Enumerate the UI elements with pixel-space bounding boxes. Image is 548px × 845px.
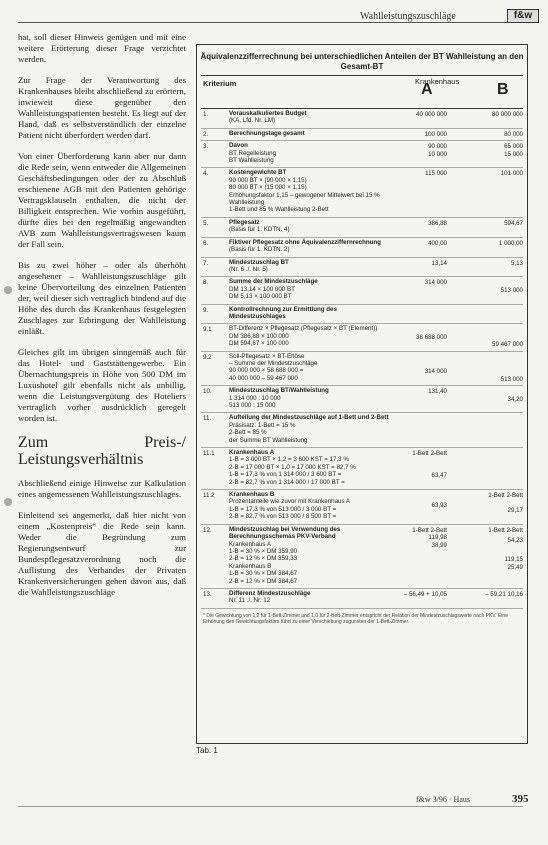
column-criterion: Kriterium [203, 79, 237, 88]
footer-rule [18, 806, 523, 807]
value-b: – 59,21 10,16 [485, 590, 523, 598]
header-rule [18, 22, 523, 23]
row-criterion [229, 142, 389, 164]
row-number: 8. [203, 279, 209, 287]
row-number: 9.2 [203, 353, 212, 361]
table-row [201, 141, 523, 168]
punch-hole [4, 286, 12, 294]
table-footnote: * Die Gewichtung von 1,2 für 1-Bett-Zimmer und 1,0 für 2-Bett-Zimmer entspricht der Relation der Mindestzuschlagswerte nach PKV. Eine Erhöhung des Gewichtungsfaktors führt zu einer Verschiebung zugunsten der 1-Bett-Zimmer. [203, 612, 508, 625]
paragraph: Zur Frage der Verantwortung des Krankenhauses bleibt abschließend zu erörtern, inwieweit diese gegenüber den Wahlleistungspatienten besteht. Es liegt auf der Hand, daß es selbstverständlich der einzelne Patient nicht überfordert werden darf. [18, 75, 186, 140]
footer-signature: f&w 3/96 · Haus [416, 795, 470, 804]
row-number: 9. [203, 306, 209, 314]
row-text: (Basis für 1. KDTN. 4) [229, 226, 290, 234]
value-b: 80 000 000 [492, 111, 523, 118]
value-a: – 56,49 + 10,05 [403, 590, 447, 598]
row-number: 3. [203, 143, 209, 151]
value-b: 513 000 [500, 286, 523, 294]
row-number: 9.1 [203, 326, 212, 334]
value-a: 314 000 [424, 279, 447, 287]
row-number: 10. [203, 388, 212, 396]
row-text: Krankenhaus A 1-B = 30 % × DM 359,90 2-B = 12 % × DM 359,33 Krankenhaus B 1-B = 30 % × DM 384,67 2-B = 12 % × DM 384,67 [229, 540, 298, 585]
table-row [201, 305, 523, 325]
row-criterion [229, 526, 389, 585]
table-row [201, 277, 523, 304]
value-b: 1 000,00 [498, 239, 523, 247]
row-criterion [229, 110, 389, 125]
value-b: 1-Bett 2-Bett 29,17 54,23 [488, 492, 523, 544]
row-number: 2. [203, 130, 209, 138]
value-b: 5,13 [510, 259, 523, 267]
row-criterion [229, 278, 389, 300]
table-row [201, 589, 523, 609]
table-row [201, 525, 523, 589]
row-text: (Basis für 1. KDTN. 2) [229, 246, 290, 254]
table-row [201, 386, 523, 413]
row-number: 12. [203, 526, 212, 534]
table-row [201, 258, 523, 278]
row-number: 6. [203, 239, 209, 247]
row-text: 1 314 000 : 10 000 513 000 : 15 000 [229, 394, 281, 409]
row-heading: Differenz Mindestzuschläge [229, 589, 311, 597]
row-number: 1. [203, 111, 209, 118]
value-b: 101 000 [500, 170, 523, 178]
table-body [197, 109, 527, 609]
value-a: 1-Bett 2-Bett 119,98 38,99 [412, 526, 447, 549]
row-criterion [229, 414, 389, 444]
paragraph: hat, soll dieser Hinweis genügen und mit eine weitere Erörterung dieser Frage verzichtet werden. [18, 32, 186, 64]
table-row [201, 352, 523, 387]
row-number: 5. [203, 219, 209, 227]
value-a: 100 000 [424, 130, 447, 138]
paragraph: Gleiches gilt im übrigen sinngemäß auch für das Hotel- und Gaststättengewerbe. Ein Übernachtungspreis in Höhe von 500 DM im Luxushotel gilt ebenfalls nicht als unbillig, wenn die Leistungsvergütung des Hoteliers vertraglich vorher ausdrücklich geregelt worden ist. [18, 347, 186, 423]
journal-logo: f&w [507, 9, 539, 23]
value-b: 80 000 [504, 130, 523, 138]
value-a: 40 000 000 [416, 111, 447, 118]
value-a: 115 000 [425, 170, 447, 178]
section-heading: Zum Preis-/ Leistungsverhältnis [18, 434, 186, 468]
table-row [201, 129, 523, 141]
row-heading: Krankenhaus B [229, 491, 275, 499]
paragraph: Bis zu zwei höher – oder als überhöht angesehener – Wahlleistungszuschläge gilt keine Übervorteilung des einzelnen Patienten der, weil dieser sich vertraglich bindend auf die Höhe des durch das Krankenhaus festgelegten Zuschlages zur Erbringung der Wahlleistung einläßt. [18, 260, 186, 336]
paragraph: Von einer Überforderung kann aber nur dann die Rede sein, wenn entweder die Allgemeinen Geschäftsbedingungen oder der zu Abschluß erschienene AGB mit den Patienten gehörige Vertragsklauseln enthalten, die nicht der Billigkeit entsprechen. Wie vorhin ausgeführt, dürfte dies bei den regelmäßig angewandten AVB zum Wahlleistungsvertragswesen kaum der Fall sein. [18, 151, 186, 249]
row-heading: Pflegesatz [229, 218, 260, 226]
row-criterion [229, 259, 389, 274]
value-b: 59 467 000 [492, 341, 523, 349]
row-criterion [229, 449, 389, 486]
table-caption: Tab. 1 [196, 746, 218, 755]
row-heading: Kostengewichte BT [229, 169, 287, 177]
row-heading: Kontrollrechnung zur Ermittlung des Mindestzuschlages [229, 305, 337, 320]
table-row [201, 413, 523, 448]
table-header [197, 76, 527, 108]
value-b: 513 000 [500, 375, 523, 383]
row-text: BT Regelleistung BT Wahlleistung [229, 149, 277, 165]
value-b: 34,20 [507, 395, 523, 403]
value-b: 65 000 15 000 [504, 143, 523, 158]
value-a: 400,00 [428, 239, 447, 247]
row-number: 13. [203, 590, 212, 598]
row-number: 11. [203, 415, 212, 423]
row-heading: Aufteilung der Mindestzuschläge auf 1-Bett und 2-Bett [229, 414, 389, 422]
row-text: 90 000 BT × (90 000 × 1,15) 80 000 BT × (15 000 × 1,15) Erhöhungsfaktor 1,15 – gewogener Mittelwert bei 15 % Wahlleistung 1-Bett und 85 % Wahlleistung 2-Bett [229, 176, 380, 214]
row-text: DM 13,14 × 100 000 BT DM 5,13 × 100 000 BT [229, 285, 295, 301]
column-hospital: Krankenhaus [415, 77, 460, 86]
value-a: 38 688 000 [416, 333, 447, 341]
table-row [201, 109, 523, 129]
row-heading: Summe der Mindestzuschläge [229, 278, 318, 286]
row-number: 4. [203, 170, 209, 178]
value-a: 1-Bett 2-Bett 63,47 63,93 [412, 450, 447, 509]
value-b: 1-Bett 2-Bett 119,15 25,49 [488, 526, 523, 571]
row-criterion [229, 306, 389, 321]
column-b: B [497, 81, 509, 98]
row-heading: Mindestzuschlag BT/Wahlleistung [229, 387, 329, 395]
row-heading: Davon [229, 142, 248, 150]
row-heading: Vorauskalkuliertes Budget [229, 110, 307, 117]
row-criterion [229, 590, 389, 605]
value-a: 90 000 10 000 [428, 143, 447, 158]
table-row [201, 218, 523, 238]
table-row [201, 238, 523, 258]
row-number: 11.1 [203, 450, 215, 458]
row-text: Nr. 11 ./. Nr. 12 [229, 597, 271, 605]
row-text: (KA, Lfd. Nr. LM) [229, 117, 276, 125]
paragraph: Abschließend einige Hinweise zur Kalkulation eines angemessenen Wahlleistungszuschlages. [18, 478, 186, 499]
table-row [201, 324, 523, 351]
value-a: 131,40 [428, 388, 447, 396]
row-heading: Berechnungstage gesamt [229, 129, 305, 137]
page-number: 395 [512, 793, 529, 805]
running-header-title: Wahlleistungszuschläge [360, 11, 456, 22]
row-criterion [229, 130, 389, 137]
row-text: 1-B = 3 000 BT × 1,2 = 3 600 KST = 17,3 % 2-B = 17 000 BT × 1,0 = 17 000 KST = 82,7 % 1-B = 17,3 % von 1 314 000 / 3 600 BT = 2-B = 82,7 % von 1 314 000 / 17 000 BT = [229, 456, 356, 486]
row-criterion [229, 491, 389, 521]
left-text-column [18, 32, 186, 608]
value-b: 594,67 [504, 219, 523, 227]
paragraph: Einleitend sei angemerkt, daß hier nicht von einem „Kostenpreis“ die Rede sein kann. Weder die Begründung zum Regierungsentwurf zur Bundespflegesatzverordnung noch die Auflistung des Verbandes der Privaten Krankenversicherungen gehen davon aus, daß die Wahlleistungszuschläge [18, 510, 186, 597]
value-a: 386,88 [428, 219, 447, 227]
row-criterion [229, 325, 389, 347]
row-heading: Mindestzuschlag BT [229, 258, 289, 266]
row-text: (Nr. 6 ./. Nr. 5) [229, 265, 268, 273]
row-number: 11.2 [203, 492, 215, 500]
value-a: 13,14 [431, 259, 447, 267]
table-box [196, 44, 528, 744]
row-criterion [229, 353, 389, 383]
row-heading: Fiktiver Pflegesatz ohne Äquivalenzziffernrechnung [229, 238, 381, 246]
row-text: BT-Differenz × Pflegesatz (Pflegesatz × BT (Element)) DM 386,88 × 100 000 DM 594,67 × 100 000 [229, 325, 378, 348]
row-criterion [229, 239, 389, 254]
row-criterion [229, 387, 389, 409]
row-text: Soll-Pflegesatz × BT-Erlöse – Summe der Mindestzuschläge 90 000 000 × 58 688 000 = 40 000 000 – 59 467 000 [229, 352, 318, 382]
row-text: Präsisatz: 1-Bett = 15 % 2-Bett = 85 % der Summe BT Wahlleistung [229, 421, 308, 444]
value-a: 314 000 [424, 368, 447, 376]
row-heading: Mindestzuschlag bei Verwendung des Berechnungsschemas PKV-Verband [229, 525, 341, 541]
row-text: Prozentanteile wie zuvor mit Krankenhaus A 1-B = 17,3 % von 513 000 / 3 000 BT = 2-B = 82,7 % von 513 000 / 8 500 BT = [229, 498, 351, 521]
row-criterion [229, 219, 389, 234]
column-a: A [421, 81, 433, 98]
row-criterion [229, 169, 389, 213]
row-number: 7. [203, 259, 209, 267]
row-heading: Krankenhaus A [229, 449, 275, 457]
punch-hole [4, 498, 12, 506]
table-title: Äquivalenzzifferrechnung bei unterschiedlichen Anteilen der BT Wahlleistung an den Gesamt-BT [200, 52, 524, 71]
table-row [201, 168, 523, 217]
